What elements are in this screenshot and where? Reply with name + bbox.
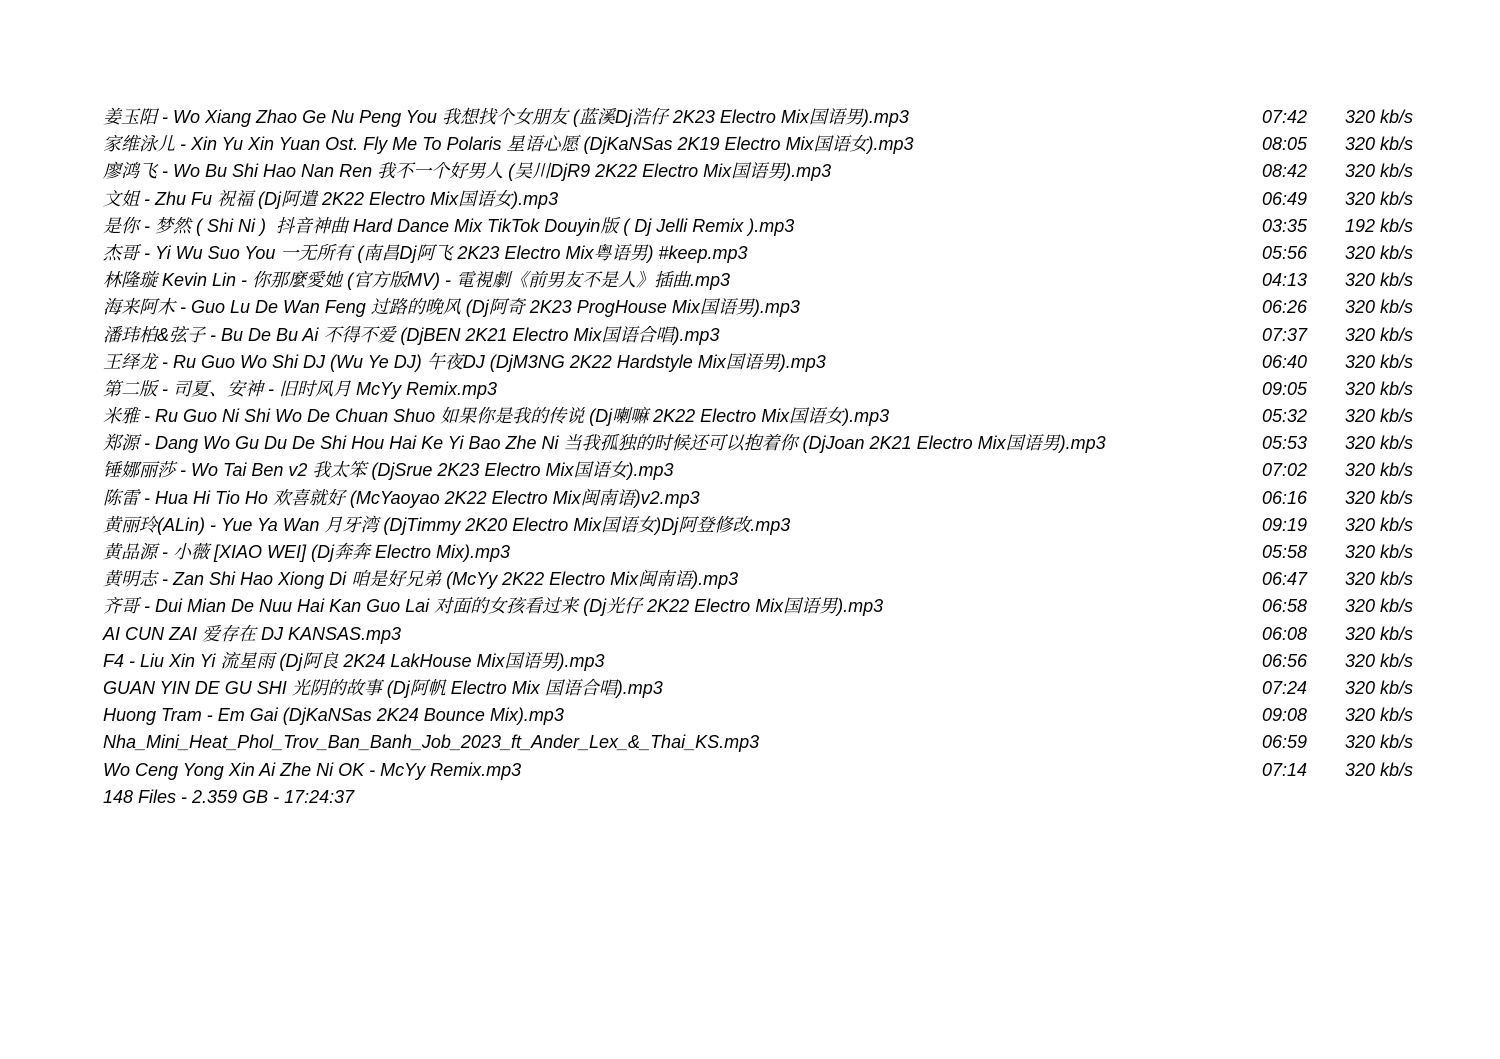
file-name: 林隆璇 Kevin Lin - 你那麼愛她 (官方版MV) - 電視劇《前男友不是人》插曲.mp3 bbox=[103, 270, 731, 291]
file-name: 杰哥 - Yi Wu Suo You 一无所有 (南昌Dj阿飞 2K23 Electro Mix粤语男) #keep.mp3 bbox=[103, 242, 748, 263]
file-row bbox=[103, 457, 1414, 484]
file-name: 黄品源 - 小薇 [XIAO WEI] (Dj奔奔 Electro Mix).mp3 bbox=[103, 542, 511, 562]
file-row bbox=[103, 158, 1414, 185]
file-bitrate: 320 kb/s bbox=[1345, 569, 1414, 590]
file-bitrate: 320 kb/s bbox=[1345, 460, 1414, 481]
file-duration: 07:24 bbox=[1262, 677, 1308, 698]
file-row bbox=[103, 485, 1414, 512]
file-bitrate: 192 kb/s bbox=[1345, 215, 1414, 236]
file-bitrate: 320 kb/s bbox=[1345, 759, 1414, 780]
file-row bbox=[103, 675, 1414, 702]
file-row bbox=[103, 648, 1414, 675]
file-bitrate: 320 kb/s bbox=[1345, 542, 1414, 562]
file-row bbox=[103, 430, 1414, 457]
file-name: 锤娜丽莎 - Wo Tai Ben v2 我太笨 (DjSrue 2K23 Electro Mix国语女).mp3 bbox=[103, 460, 674, 481]
file-row bbox=[103, 349, 1414, 376]
summary-line: 148 Files - 2.359 GB - 17:24:37 bbox=[103, 786, 355, 807]
file-row bbox=[103, 376, 1414, 403]
file-duration: 06:08 bbox=[1262, 623, 1308, 644]
file-duration: 06:47 bbox=[1262, 569, 1308, 590]
file-row bbox=[103, 240, 1414, 267]
file-bitrate: 320 kb/s bbox=[1345, 514, 1414, 535]
file-duration: 06:40 bbox=[1262, 351, 1308, 372]
file-row bbox=[103, 403, 1414, 430]
file-bitrate: 320 kb/s bbox=[1345, 705, 1414, 726]
file-duration: 07:42 bbox=[1262, 107, 1308, 127]
file-bitrate: 320 kb/s bbox=[1345, 270, 1414, 291]
file-duration: 07:14 bbox=[1262, 759, 1308, 780]
file-duration: 08:05 bbox=[1262, 134, 1308, 155]
file-duration: 06:59 bbox=[1262, 732, 1308, 753]
file-duration: 06:56 bbox=[1262, 650, 1308, 671]
file-row bbox=[103, 213, 1414, 240]
file-row bbox=[103, 267, 1414, 294]
file-duration: 09:08 bbox=[1262, 705, 1308, 726]
file-duration: 08:42 bbox=[1262, 161, 1308, 182]
file-name: 王绎龙 - Ru Guo Wo Shi DJ (Wu Ye DJ) 午夜DJ (DjM3NG 2K22 Hardstyle Mix国语男).mp3 bbox=[103, 351, 826, 372]
file-bitrate: 320 kb/s bbox=[1345, 677, 1414, 698]
file-duration: 03:35 bbox=[1262, 215, 1308, 236]
file-name: AI CUN ZAI 爱存在 DJ KANSAS.mp3 bbox=[103, 623, 402, 644]
file-row bbox=[103, 757, 1414, 784]
file-duration: 05:56 bbox=[1262, 242, 1308, 263]
file-row bbox=[103, 539, 1414, 566]
file-bitrate: 320 kb/s bbox=[1345, 297, 1414, 318]
file-duration: 07:37 bbox=[1262, 324, 1308, 345]
file-row bbox=[103, 104, 1414, 131]
file-name: Nha_Mini_Heat_Phol_Trov_Ban_Banh_Job_2023_ft_Ander_Lex_&_Thai_KS.mp3 bbox=[103, 732, 760, 753]
file-name: 米雅 - Ru Guo Ni Shi Wo De Chuan Shuo 如果你是我的传说 (Dj喇嘛 2K22 Electro Mix国语女).mp3 bbox=[103, 406, 890, 427]
file-name: 第二版 - 司夏、安神 - 旧时风月 McYy Remix.mp3 bbox=[103, 378, 498, 399]
file-row bbox=[103, 729, 1414, 756]
file-duration: 06:58 bbox=[1262, 596, 1308, 617]
file-bitrate: 320 kb/s bbox=[1345, 623, 1414, 644]
file-name: 郑源 - Dang Wo Gu Du De Shi Hou Hai Ke Yi Bao Zhe Ni 当我孤独的时候还可以抱着你 (DjJoan 2K21 Electro Mix国语男).mp3 bbox=[103, 433, 1106, 454]
file-name: 陈雷 - Hua Hi Tio Ho 欢喜就好 (McYaoyao 2K22 Electro Mix闽南语)v2.mp3 bbox=[103, 487, 700, 508]
file-bitrate: 320 kb/s bbox=[1345, 242, 1414, 263]
file-bitrate: 320 kb/s bbox=[1345, 107, 1414, 127]
file-row bbox=[103, 131, 1414, 158]
file-bitrate: 320 kb/s bbox=[1345, 487, 1414, 508]
file-bitrate: 320 kb/s bbox=[1345, 732, 1414, 753]
file-bitrate: 320 kb/s bbox=[1345, 378, 1414, 399]
file-duration: 07:02 bbox=[1262, 460, 1308, 481]
file-name: Wo Ceng Yong Xin Ai Zhe Ni OK - McYy Remix.mp3 bbox=[103, 759, 522, 780]
file-row bbox=[103, 322, 1414, 349]
file-row bbox=[103, 512, 1414, 539]
file-duration: 06:49 bbox=[1262, 188, 1308, 209]
file-duration: 04:13 bbox=[1262, 270, 1308, 291]
file-name: 是你 - 梦然 ( Shi Ni ) 抖音神曲 Hard Dance Mix TikTok Douyin版 ( Dj Jelli Remix ).mp3 bbox=[103, 215, 795, 236]
file-duration: 09:05 bbox=[1262, 378, 1308, 399]
file-name: F4 - Liu Xin Yi 流星雨 (Dj阿良 2K24 LakHouse Mix国语男).mp3 bbox=[103, 650, 605, 671]
file-name: 家维泳儿 - Xin Yu Xin Yuan Ost. Fly Me To Polaris 星语心愿 (DjKaNSas 2K19 Electro Mix国语女).mp3 bbox=[103, 134, 914, 155]
file-bitrate: 320 kb/s bbox=[1345, 433, 1414, 454]
file-name: 潘玮柏&弦子 - Bu De Bu Ai 不得不爱 (DjBEN 2K21 Electro Mix国语合唱).mp3 bbox=[103, 324, 720, 345]
file-bitrate: 320 kb/s bbox=[1345, 161, 1414, 182]
file-name: 文姐 - Zhu Fu 祝福 (Dj阿遣 2K22 Electro Mix国语女).mp3 bbox=[103, 188, 559, 209]
file-duration: 05:53 bbox=[1262, 433, 1308, 454]
file-name: 海来阿木 - Guo Lu De Wan Feng 过路的晚风 (Dj阿奇 2K23 ProgHouse Mix国语男).mp3 bbox=[103, 297, 800, 318]
file-name: 齐哥 - Dui Mian De Nuu Hai Kan Guo Lai 对面的女孩看过来 (Dj光仔 2K22 Electro Mix国语男).mp3 bbox=[103, 596, 884, 617]
file-name: 姜玉阳 - Wo Xiang Zhao Ge Nu Peng You 我想找个女朋友 (蓝溪Dj浩仔 2K23 Electro Mix国语男).mp3 bbox=[103, 107, 909, 127]
file-name: GUAN YIN DE GU SHI 光阴的故事 (Dj阿帆 Electro Mix 国语合唱).mp3 bbox=[103, 677, 663, 698]
file-duration: 06:16 bbox=[1262, 487, 1308, 508]
file-row bbox=[103, 186, 1414, 213]
file-name: 黄丽玲(ALin) - Yue Ya Wan 月牙湾 (DjTimmy 2K20 Electro Mix国语女)Dj阿登修改.mp3 bbox=[103, 514, 791, 535]
file-duration: 05:32 bbox=[1262, 406, 1308, 427]
file-name: 廖鸿飞 - Wo Bu Shi Hao Nan Ren 我不一个好男人 (吴川DjR9 2K22 Electro Mix国语男).mp3 bbox=[103, 161, 832, 182]
file-bitrate: 320 kb/s bbox=[1345, 351, 1414, 372]
file-bitrate: 320 kb/s bbox=[1345, 134, 1414, 155]
file-row bbox=[103, 702, 1414, 729]
file-row bbox=[103, 566, 1414, 593]
file-name: 黄明志 - Zan Shi Hao Xiong Di 咱是好兄弟 (McYy 2K22 Electro Mix闽南语).mp3 bbox=[103, 569, 739, 590]
file-duration: 09:19 bbox=[1262, 514, 1308, 535]
file-row bbox=[103, 593, 1414, 620]
playlist-file-list bbox=[103, 104, 1414, 811]
file-duration: 05:58 bbox=[1262, 542, 1308, 562]
file-duration: 06:26 bbox=[1262, 297, 1308, 318]
file-bitrate: 320 kb/s bbox=[1345, 188, 1414, 209]
file-bitrate: 320 kb/s bbox=[1345, 406, 1414, 427]
file-name: Huong Tram - Em Gai (DjKaNSas 2K24 Bounce Mix).mp3 bbox=[103, 705, 564, 726]
file-bitrate: 320 kb/s bbox=[1345, 324, 1414, 345]
file-bitrate: 320 kb/s bbox=[1345, 596, 1414, 617]
file-bitrate: 320 kb/s bbox=[1345, 650, 1414, 671]
file-row bbox=[103, 294, 1414, 321]
file-row bbox=[103, 621, 1414, 648]
